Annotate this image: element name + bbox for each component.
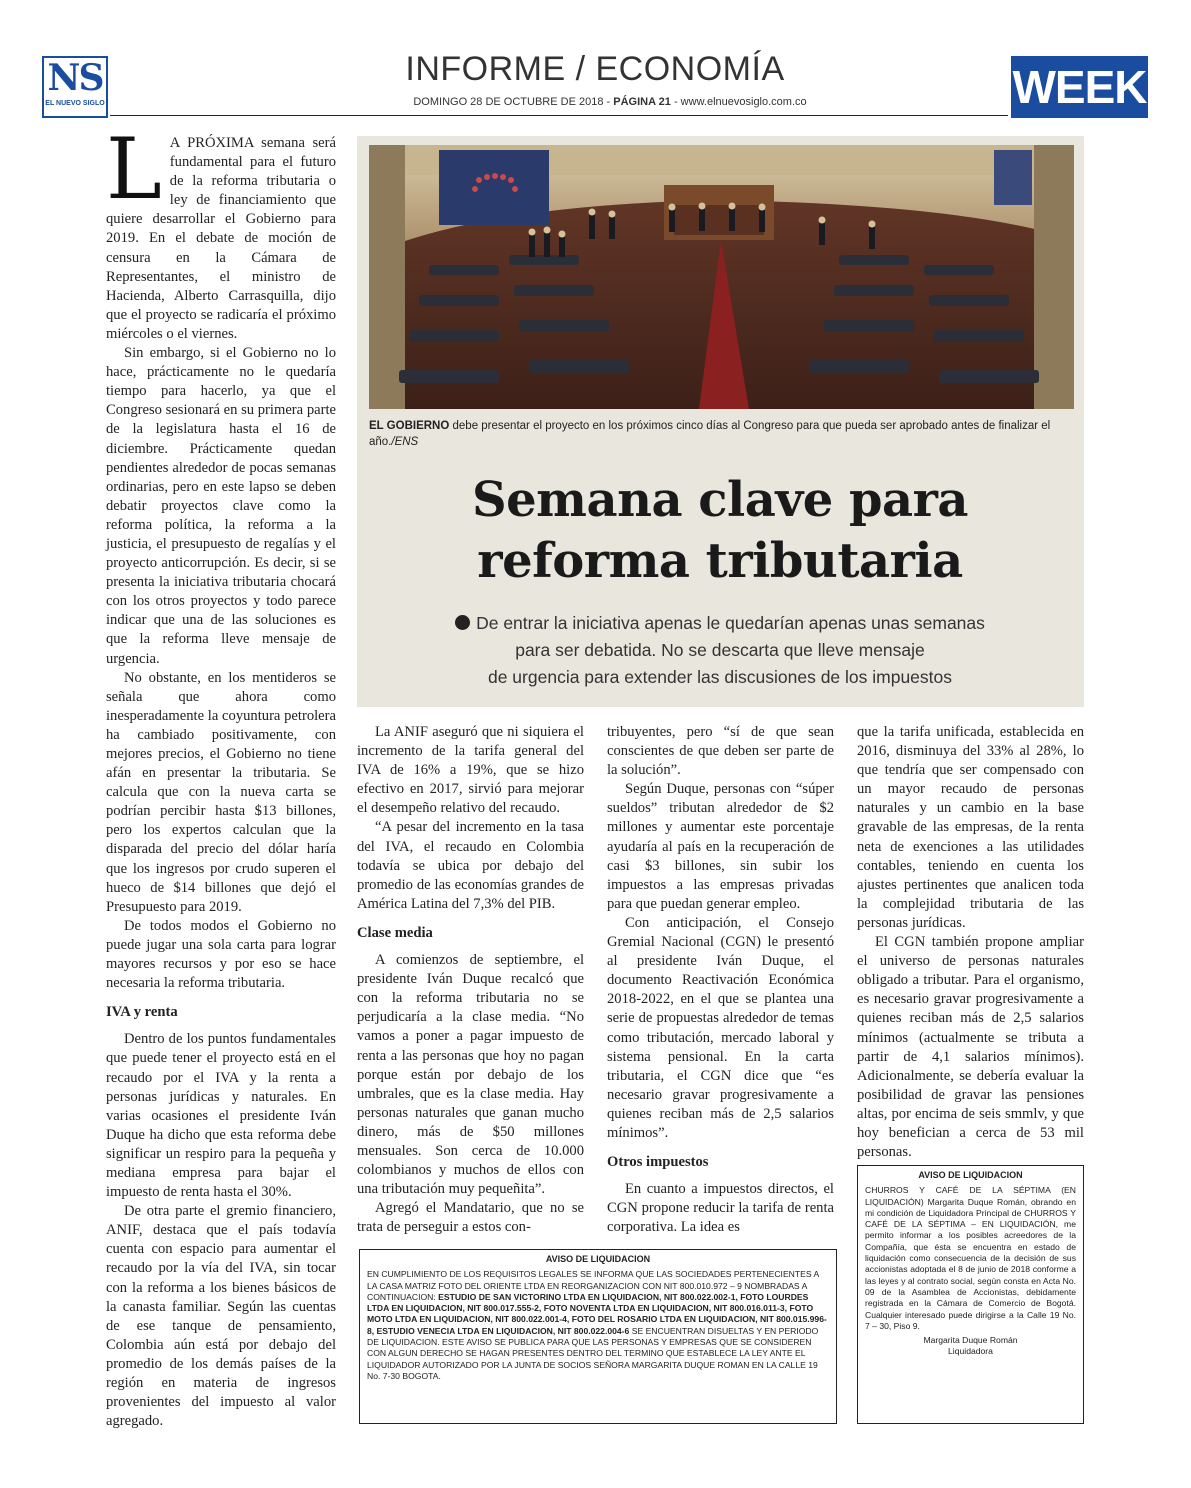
paragraph: Sin embargo, si el Gobierno no lo hace, prácticamente no le quedaría tiempo para hacerlo, ya que el Congreso sesionará en su primera parte de la legislatura hasta el 16 de diciembre. Prácticamente quedan pendientes alrededor de pocas semanas ordinarias, pero en este lapso se deben debatir proyectos clave como la reforma política, la reforma a la justicia, el presupuesto de regalías y el proyecto anticorrupción. Es decir, si se presenta la iniciativa tributaria chocará con los otros proyectos y todo parece indicar que una de las soluciones es que la reforma lleve mensaje de urgencia.: [106, 345, 336, 667]
notice-text: EN CUMPLIMIENTO DE LOS REQUISITOS LEGALES SE INFORMA QUE LAS SOCIEDADES PERTENECIENTES A LA CASA MATRIZ FOTO DEL ORIENTE LTDA EN REORGANIZACION CON NIT 800.010.972 – 9 NOMBRADAS A CONTINUACION:: [367, 1269, 819, 1302]
subdeck-line: de urgencia para extender las discusiones de los impuestos: [487, 667, 953, 687]
paragraph: Según Duque, personas con “súper sueldos” tributan alrededor de $2 millones y aumentar este porcentaje ayudaría al país en la recuperación de casi $3 billones, sin subir los impuestos a las empresas privadas para que puedan generar empleo.: [607, 781, 834, 912]
headline-line: reforma tributaria: [477, 533, 963, 589]
headline: [360, 470, 1080, 592]
subheading-clase-media: Clase media: [357, 924, 433, 941]
subdeck-line: [370, 610, 1070, 637]
paragraph: En cuanto a impuestos directos, el CGN propone reducir la tarifa de renta corporativa. La idea es: [607, 1181, 834, 1236]
masthead-divider: [110, 115, 1008, 116]
liquidation-notice-2: [857, 1165, 1084, 1424]
liquidation-notice-1: [359, 1249, 837, 1424]
subdeck-line: para ser debatida. No se descarta que lleve mensaje: [515, 640, 925, 660]
subsection-name: ECONOMÍA: [595, 50, 785, 88]
paragraph: El CGN también propone ampliar el universo de personas naturales obligado a tributar. Para el organismo, es necesario gravar progresivamente a quienes reciban más de 2,5 salarios mínimos (actualmente se tributa a partir de 4,1 salarios mínimos). Adicionalmente, se debería evaluar la posibilidad de gravar las pensiones altas, por encima de seis smmlv, y que hoy benefician a cerca de 53 mil personas.: [857, 934, 1084, 1161]
notice-title: AVISO DE LIQUIDACION: [918, 1170, 1023, 1180]
paragraph: No obstante, en los mentideros se señala que ahora como inesperadamente la coyuntura petrolera ha cambiado positivamente, con mejores precios, el Gobierno no tiene afán en presentar la tributaria. Se calcula que con la nueva carta se podrían percibir hasta $13 billones, pero los expertos calculan que la disparada del precio del dólar haría que los ingresos por crudo superen el hueco de $14 billones que dejó el Presupuesto para 2019.: [106, 669, 336, 915]
subheadline: [370, 610, 1070, 691]
caption-lead: EL GOBIERNO: [369, 420, 450, 432]
caption-text: debe presentar el proyecto en los próximos cinco días al Congreso para que pueda ser aprobado antes de finalizar el año.: [369, 420, 1051, 448]
notice-body: [367, 1269, 829, 1382]
headline-line: Semana clave para: [471, 472, 969, 528]
section-name: INFORME: [405, 50, 566, 88]
notice-signature: [865, 1335, 1076, 1358]
notice-body: CHURROS Y CAFÉ DE LA SÉPTIMA (EN LIQUIDACIÓN) Margarita Duque Román, obrando en mi condición de Liquidadora Principal de CHURROS Y CAFÉ DE LA SÉPTIMA – EN LIQUIDACIÓN, me permito informar a los posibles acreedores de la Compañía, que ésta se encuentra en estado de liquidación como consecuencia de la decisión de sus accionistas adoptada el 8 de junio de 2018 conforme a las leyes y al contrato social, según consta en Acta No. 09 de la Asamblea de Accionistas, debidamente registrada en la Cámara de Comercio de Bogotá. Cualquier interesado puede dirigirse a la Calle 19 No. 7 – 30, Piso 9.: [865, 1185, 1076, 1331]
paragraph: De otra parte el gremio financiero, ANIF, destaca que el país todavía cuenta con espacio para aumentar el recaudo por la vía del IVA, sin tocar con la reforma a los bienes básicos de la canasta familiar. Según las cuentas de ese tanque de pensamiento, Colombia aún está por debajo del promedio de los demás países de la región en materia de ingresos provenientes del impuesto al valor agregado.: [106, 1203, 336, 1430]
subheading-otros-impuestos: Otros impuestos: [607, 1154, 709, 1171]
paragraph: De todos modos el Gobierno no puede jugar una sola carta para lograr mayores recursos y por eso se hace necesaria la reforma tributaria.: [106, 917, 336, 992]
notice-text: SE ENCUENTRAN DISUELTAS Y EN PERIODO DE LIQUIDACION. ESTE AVISO SE PUBLICA PARA QUE LAS PERSONAS Y EMPRESAS QUE SE CONSIDEREN CON ALGUN DERECHO SE HAGAN PRESENTES DENTRO DEL TERMINO QUE ESTABLECE LA LEY ANTE EL LIQUIDADOR AUTORIZADO POR LA JUNTA DE SOCIOS SEÑORA MARGARITA DUQUE ROMAN EN LA CALLE 19 No. 7-30 BOGOTA.: [367, 1325, 819, 1381]
week-badge: WEEK: [1011, 56, 1148, 118]
lead-text: A PRÓXIMA semana será fundamental para el futuro de la reforma tributaria o ley de financiamiento que quiere desarrollar el Gobierno para 2019. En el debate de moción de censura en la Cámara de Representantes, el ministro de Hacienda, Alberto Carrasquilla, dijo que el proyecto se radicaría el próximo miércoles o el viernes.: [106, 135, 336, 342]
subheading-iva-renta: IVA y renta: [106, 1004, 178, 1021]
bullet-icon: [455, 615, 470, 630]
logo-letters: NS: [47, 57, 103, 99]
congress-photo-illustration: [369, 145, 1074, 409]
article-column-1: [106, 120, 336, 1431]
congress-photo: [369, 145, 1074, 409]
subdeck-text: De entrar la iniciativa apenas le quedarían apenas unas semanas: [476, 613, 985, 633]
logo-subtitle: EL NUEVO SIGLO: [45, 100, 105, 107]
dateline-website: - www.elnuevosiglo.com.co: [670, 96, 807, 108]
section-separator: /: [565, 50, 596, 88]
photo-caption: [369, 418, 1074, 450]
paragraph: A comienzos de septiembre, el presidente Iván Duque recalcó que con la reforma tributaria no se perjudicaría a la clase media. “No vamos a poner a pagar impuesto de renta a las personas que hoy no pagan porque están por debajo de los umbrales, que es la clase media. Hay personas naturales que ganan mucho dinero, más de $50 millones mensuales. Son cerca de 10.000 colombianos y muchos de ellos con una tributación muy pequeñita”.: [357, 952, 584, 1198]
paragraph: tribuyentes, pero “sí de que sean conscientes de que deben ser parte de la solución”.: [607, 724, 834, 779]
article-column-3: [607, 723, 834, 1237]
notice-companies: ESTUDIO DE SAN VICTORINO LTDA EN LIQUIDACION, NIT 800.022.002-1, FOTO LOURDES LTDA EN LIQUIDACION, NIT 800.017.555-2, FOTO NOVENTA LTDA EN LIQUIDACION, NIT 800.016.011-3, FOTO MOTO LTDA EN LIQUIDACION, NIT 800.022.001-4, FOTO DEL ROSARIO LTDA EN LIQUIDACION, NIT 800.015.996-8, ESTUDIO VENECIA LTDA EN LIQUIDACION, NIT 800.022.004-6: [367, 1291, 827, 1336]
article-column-4: [857, 723, 1084, 1162]
signature-name: Margarita Duque Román: [923, 1335, 1018, 1346]
lead-paragraph: [106, 120, 336, 344]
photo-credit: /ENS: [391, 436, 419, 448]
section-title: [380, 50, 810, 89]
signature-role: Liquidadora: [948, 1346, 993, 1357]
page-number: PÁGINA 21: [613, 96, 671, 108]
paragraph: Dentro de los puntos fundamentales que puede tener el proyecto está en el recaudo por el IVA y la renta a personas jurídicas y naturales. En varias ocasiones el presidente Iván Duque ha dicho que esta reforma debe significar un respiro para la pequeña y mediana empresa para bajar el impuesto de renta hasta el 30%.: [106, 1031, 336, 1201]
dateline: [110, 96, 1110, 108]
paragraph: que la tarifa unificada, establecida en 2016, disminuya del 33% al 28%, lo que tendría que ser compensado con un mayor recaudo de personas naturales y un cambio en la base gravable de las empresas, de la renta neta de exenciones a las utilidades contables, teniendo en cuenta los ajustes pertinentes que analicen toda la complejidad tributaria de las personas jurídicas.: [857, 724, 1084, 931]
paragraph: Con anticipación, el Consejo Gremial Nacional (CGN) le presentó al presidente Iván Duque, el documento Reactivación Económica 2018-2022, en el que se plantea una serie de propuestas alrededor de temas como tributación, mercado laboral y sistema pensional. En la carta tributaria, el CGN dice que “es necesario gravar progresivamente a quienes reciban más de 2,5 salarios mínimos”.: [607, 914, 834, 1141]
drop-cap: L: [106, 120, 162, 218]
newspaper-logo[interactable]: [42, 56, 108, 118]
notice-title: AVISO DE LIQUIDACION: [545, 1254, 651, 1264]
paragraph: La ANIF aseguró que ni siquiera el incremento de la tarifa general del IVA de 16% a 19%, que se hizo efectivo en 2017, sirvió para mejorar el desempeño relativo del recaudo.: [357, 724, 584, 817]
paragraph: Agregó el Mandatario, que no se trata de perseguir a estos con-: [357, 1200, 584, 1236]
article-column-2: [357, 723, 584, 1237]
paragraph: “A pesar del incremento en la tasa del IVA, el recaudo en Colombia todavía se ubica por debajo del promedio de las economías grandes de América Latina del 7,3% del PIB.: [357, 819, 584, 912]
dateline-date: DOMINGO 28 DE OCTUBRE DE 2018 -: [413, 96, 614, 108]
